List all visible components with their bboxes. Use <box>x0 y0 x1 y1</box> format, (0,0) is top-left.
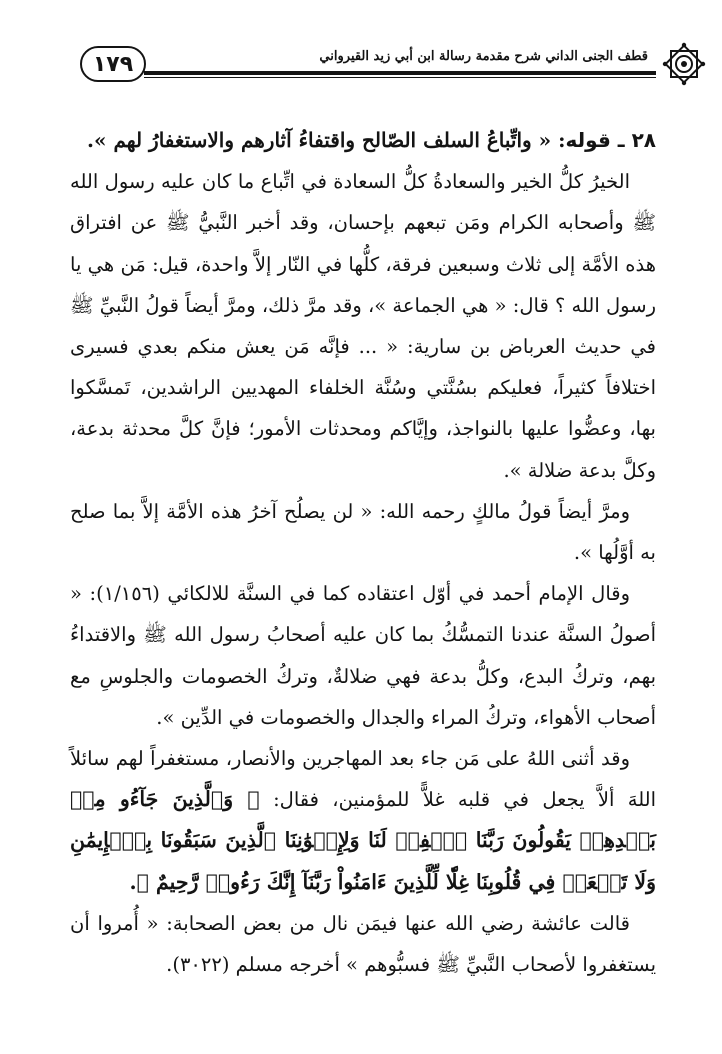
page-number: ١٧٩ <box>80 46 146 82</box>
paragraph-4 <box>70 738 656 903</box>
header-rule-thin <box>144 77 656 78</box>
section-heading <box>70 120 656 161</box>
paragraph-3: وقال الإمام أحمد في أوّل اعتقاده كما في السنَّة للالكائي (١/١٥٦): « أصولُ السنَّة عندنا التمسُّكُ بما كان عليه أصحابُ رسول الله ﷺ والاقتداءُ بهم، وتركُ البدع، وكلُّ بدعة فهي ضلالةٌ، وتركُ الخصومات والجلوسِ مع أصحاب الأهواء، وتركُ المراء والجدال والخصومات في الدِّين ». <box>70 582 656 729</box>
page-body <box>70 120 656 985</box>
paragraph-5: قالت عائشة رضي الله عنها فيمَن نال من بعض الصحابة: « أُمروا أن يستغفروا لأصحاب النَّبيِّ ﷺ فسبُّوهم » أخرجه مسلم (٣٠٢٢). <box>70 911 656 977</box>
star-ornament-icon <box>660 40 708 88</box>
section-label: قوله <box>565 128 611 152</box>
section-number: ٢٨ ـ <box>617 128 656 152</box>
page-header <box>80 40 656 90</box>
running-title: قطف الجنى الداني شرح مقدمة رسالة ابن أبي زيد القيرواني <box>319 49 648 64</box>
paragraph-4-intro: وقد أثنى اللهُ على مَن جاء بعد المهاجرين والأنصار، مستغفراً لهم سائلاً اللهَ ألاَّ يجعل في قلبه غلاًّ للمؤمنين، فقال: <box>70 747 657 812</box>
paragraph-2: ومرَّ أيضاً قولُ مالكٍ رحمه الله: « لن يصلُح آخرُ هذه الأمَّة إلاَّ بما صلح به أوَّلُها ». <box>70 499 656 565</box>
section-quote: : « واتِّباعُ السلف الصّالح واقتفاءُ آثارهم والاستغفارُ لهم ». <box>87 128 566 152</box>
paragraph-1: الخيرُ كلُّ الخير والسعادةُ كلُّ السعادة في اتِّباع ما كان عليه رسول الله ﷺ وأصحابه الكرام ومَن تبعهم بإحسان، وقد أخبر النَّبيُّ ﷺ عن افتراق هذه الأمَّة إلى ثلاث وسبعين فرقة، كلُّها في النّار إلاَّ واحدة، قيل: مَن هي يا رسول الله ؟ قال: « هي الجماعة »، وقد مرَّ ذلك، ومرَّ أيضاً قولُ النَّبيِّ ﷺ في حديث العرباض بن سارية: « ... فإنَّه مَن يعش منكم بعدي فسيرى اختلافاً كثيراً، فعليكم بسُنَّتي وسُنَّة الخلفاء المهديين الراشدين، تَمسَّكوا بها، وعضُّوا عليها بالنواجذ، وإيَّاكم ومحدثات الأمور؛ فإنَّ كلَّ محدثة بدعة، وكلَّ بدعة ضلالة ». <box>70 170 656 482</box>
quran-verse: ﴿ وَٱلَّذِينَ جَآءُو مِنۢ بَعۡدِهِمۡ يَقُولُونَ رَبَّنَا ٱغۡفِرۡ لَنَا وَلِإِخۡوَٰنِنَا ٱلَّذِينَ سَبَقُونَا بِٱلۡإِيمَٰنِ وَلَا تَجۡعَلۡ فِي قُلُوبِنَا غِلّٗا لِّلَّذِينَ ءَامَنُواْ رَبَّنَآ إِنَّكَ رَءُوفٞ رَّحِيمٌ ﴾. <box>70 787 656 894</box>
header-rule <box>144 71 656 75</box>
